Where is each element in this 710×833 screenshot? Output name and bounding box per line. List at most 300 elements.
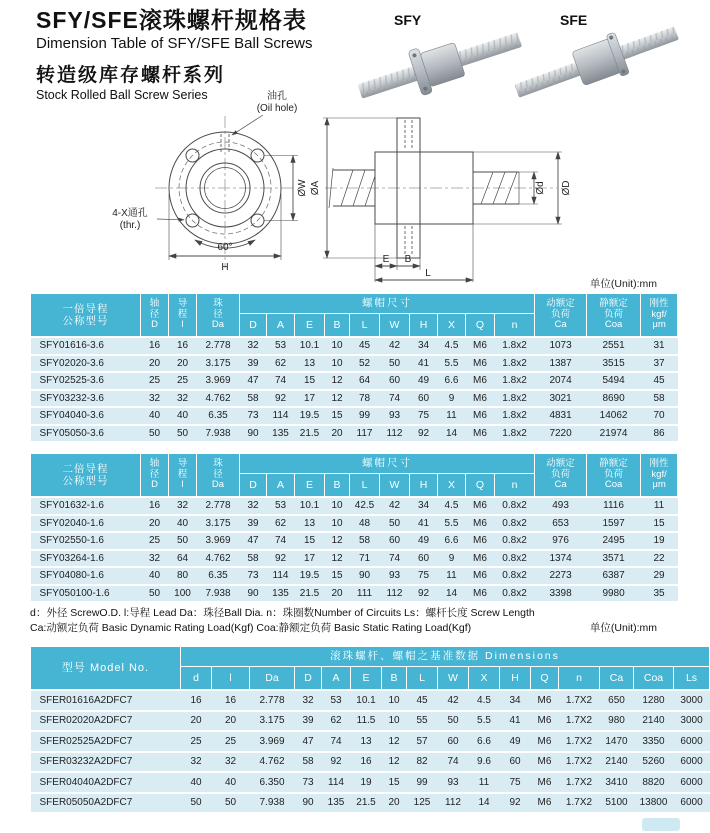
col-header-E: E <box>351 667 382 691</box>
value-cell: 100 <box>169 585 197 602</box>
value-cell: 40 <box>169 407 197 425</box>
value-cell: 1.8x2 <box>495 407 535 425</box>
value-cell: 92 <box>500 793 531 813</box>
model-cell: SFY05050-3.6 <box>31 425 141 442</box>
col-header-ball-dia: 珠 径 Da <box>197 294 240 338</box>
value-cell: M6 <box>531 752 559 773</box>
value-cell: 2495 <box>587 532 641 550</box>
value-cell: 9 <box>438 390 466 408</box>
table-row <box>31 690 710 711</box>
value-cell: M6 <box>466 567 495 585</box>
value-cell: 15 <box>295 532 325 550</box>
value-cell: M6 <box>466 585 495 602</box>
value-cell: 3000 <box>674 690 710 711</box>
col-header-n: n <box>495 314 535 338</box>
value-cell: 11 <box>469 772 500 793</box>
value-cell: 39 <box>295 711 322 732</box>
value-cell: 47 <box>295 731 322 752</box>
col-header-E: E <box>295 474 325 498</box>
value-cell: 7.938 <box>250 793 295 813</box>
value-cell: 3571 <box>587 550 641 568</box>
value-cell: 114 <box>267 567 295 585</box>
value-cell: 58 <box>641 390 678 408</box>
value-cell: 3515 <box>587 355 641 373</box>
value-cell: 16 <box>212 690 250 711</box>
value-cell: 1.7X2 <box>559 711 600 732</box>
value-cell: 50 <box>141 585 169 602</box>
page-subtitle-zh: 转造级库存螺杆系列 <box>36 65 226 87</box>
value-cell: 2551 <box>587 337 641 355</box>
value-cell: 10 <box>325 497 350 515</box>
value-cell: 11.5 <box>351 711 382 732</box>
page-title-en: Dimension Table of SFY/SFE Ball Screws <box>36 35 313 53</box>
value-cell: 52 <box>350 355 380 373</box>
table-row <box>31 731 710 752</box>
table-row <box>31 390 678 408</box>
value-cell: 10 <box>325 355 350 373</box>
value-cell: 58 <box>295 752 322 773</box>
table-row <box>31 793 710 813</box>
model-cell: SFY04080-1.6 <box>31 567 141 585</box>
value-cell: 9980 <box>587 585 641 602</box>
value-cell: 60 <box>500 752 531 773</box>
value-cell: 17 <box>295 390 325 408</box>
value-cell: 62 <box>322 711 351 732</box>
thru-hole-label-en: (thr.) <box>119 220 141 231</box>
value-cell: 11 <box>438 407 466 425</box>
dim-l-label: L <box>425 268 431 279</box>
value-cell: 2273 <box>535 567 587 585</box>
model-cell: SFY01632-1.6 <box>31 497 141 515</box>
value-cell: 62 <box>267 515 295 533</box>
value-cell: 40 <box>181 772 212 793</box>
value-cell: 41 <box>410 355 438 373</box>
value-cell: 13 <box>295 515 325 533</box>
table-row <box>31 585 678 602</box>
value-cell: 1597 <box>587 515 641 533</box>
value-cell: 74 <box>438 752 469 773</box>
value-cell: 12 <box>382 752 407 773</box>
model-cell: SFY01616-3.6 <box>31 337 141 355</box>
value-cell: 50 <box>181 793 212 813</box>
value-cell: 21.5 <box>351 793 382 813</box>
col-header-L: L <box>350 314 380 338</box>
value-cell: M6 <box>466 497 495 515</box>
col-header-l: l <box>212 667 250 691</box>
dim-a-label: ØA <box>310 180 321 196</box>
value-cell: 3410 <box>600 772 634 793</box>
value-cell: 1387 <box>535 355 587 373</box>
value-cell: 493 <box>535 497 587 515</box>
value-cell: 25 <box>181 731 212 752</box>
value-cell: 114 <box>322 772 351 793</box>
value-cell: 39 <box>240 515 267 533</box>
col-header-Ls: Ls <box>674 667 710 691</box>
value-cell: 653 <box>535 515 587 533</box>
value-cell: 10 <box>382 690 407 711</box>
value-cell: 11 <box>641 497 678 515</box>
value-cell: 13 <box>351 731 382 752</box>
value-cell: 20 <box>212 711 250 732</box>
value-cell: 1116 <box>587 497 641 515</box>
value-cell: 1.7X2 <box>559 690 600 711</box>
value-cell: 90 <box>350 567 380 585</box>
value-cell: 14 <box>438 585 466 602</box>
col-header-lead: 导 程 l <box>169 294 197 338</box>
col-header-shaft-dia: 轴 径 D <box>141 294 169 338</box>
value-cell: 49 <box>410 532 438 550</box>
value-cell: M6 <box>466 532 495 550</box>
value-cell: 2.778 <box>197 497 240 515</box>
value-cell: 4.762 <box>250 752 295 773</box>
col-header-D: D <box>240 314 267 338</box>
value-cell: 37 <box>641 355 678 373</box>
col-header-H: H <box>410 314 438 338</box>
table-body <box>31 690 710 812</box>
value-cell: 7.938 <box>197 425 240 442</box>
value-cell: 41 <box>410 515 438 533</box>
table-row <box>31 337 678 355</box>
value-cell: 58 <box>240 550 267 568</box>
value-cell: 6000 <box>674 731 710 752</box>
value-cell: 21974 <box>587 425 641 442</box>
technical-drawing <box>35 88 580 288</box>
value-cell: 78 <box>350 390 380 408</box>
value-cell: 6000 <box>674 772 710 793</box>
value-cell: 50 <box>141 425 169 442</box>
col-header-X: X <box>438 474 466 498</box>
value-cell: 10.1 <box>295 497 325 515</box>
value-cell: 20 <box>169 355 197 373</box>
page-subtitle-en: Stock Rolled Ball Screw Series <box>36 88 208 103</box>
value-cell: 1.8x2 <box>495 390 535 408</box>
value-cell: 20 <box>325 585 350 602</box>
value-cell: 45 <box>641 372 678 390</box>
value-cell: 14062 <box>587 407 641 425</box>
value-cell: 4.762 <box>197 550 240 568</box>
table-row <box>31 425 678 442</box>
col-header-d: d <box>181 667 212 691</box>
value-cell: 12 <box>325 390 350 408</box>
col-header-H: H <box>500 667 531 691</box>
value-cell: 41 <box>500 711 531 732</box>
value-cell: 48 <box>350 515 380 533</box>
table-row <box>31 550 678 568</box>
table-body <box>31 337 678 441</box>
col-header-Q: Q <box>466 474 495 498</box>
value-cell: 5260 <box>634 752 674 773</box>
value-cell: 6000 <box>674 752 710 773</box>
value-cell: 16 <box>141 337 169 355</box>
value-cell: 1470 <box>600 731 634 752</box>
value-cell: 92 <box>322 752 351 773</box>
value-cell: 34 <box>500 690 531 711</box>
col-header-static-load: 静额定 负荷 Coa <box>587 294 641 338</box>
value-cell: 25 <box>169 372 197 390</box>
value-cell: 92 <box>267 390 295 408</box>
value-cell: 55 <box>407 711 438 732</box>
table-double-lead <box>30 453 678 601</box>
value-cell: 50 <box>212 793 250 813</box>
value-cell: 32 <box>181 752 212 773</box>
col-header-X: X <box>438 314 466 338</box>
table-row <box>31 515 678 533</box>
model-cell: SFER05050A2DFC7 <box>31 793 181 813</box>
col-header-shaft-dia: 轴 径 D <box>141 454 169 498</box>
value-cell: 60 <box>380 532 410 550</box>
value-cell: 1.7X2 <box>559 752 600 773</box>
value-cell: 53 <box>267 497 295 515</box>
value-cell: 16 <box>181 690 212 711</box>
value-cell: M6 <box>531 793 559 813</box>
col-header-rigidity: 刚性 kgf/ μm <box>641 454 678 498</box>
dim-h-label: H <box>221 262 229 273</box>
value-cell: 15 <box>641 515 678 533</box>
page-corner-decoration <box>642 818 680 831</box>
value-cell: 92 <box>410 585 438 602</box>
value-cell: 5.5 <box>438 515 466 533</box>
value-cell: 53 <box>322 690 351 711</box>
value-cell: 3.175 <box>197 515 240 533</box>
thru-hole-label-zh: 4-X通孔 <box>112 208 148 219</box>
value-cell: 4.762 <box>197 390 240 408</box>
value-cell: 45 <box>407 690 438 711</box>
value-cell: 16 <box>351 752 382 773</box>
value-cell: 40 <box>141 407 169 425</box>
col-header-Coa: Coa <box>634 667 674 691</box>
value-cell: 117 <box>350 425 380 442</box>
dim-b-label: B <box>404 254 412 265</box>
value-cell: 74 <box>267 372 295 390</box>
value-cell: 650 <box>600 690 634 711</box>
value-cell: 2.778 <box>250 690 295 711</box>
value-cell: 19 <box>351 772 382 793</box>
value-cell: 3.969 <box>197 372 240 390</box>
value-cell: 3.969 <box>197 532 240 550</box>
table-single-lead <box>30 293 678 441</box>
value-cell: 73 <box>295 772 322 793</box>
value-cell: 20 <box>141 355 169 373</box>
value-cell: 20 <box>181 711 212 732</box>
value-cell: 74 <box>322 731 351 752</box>
table-body <box>31 497 678 601</box>
value-cell: 40 <box>169 515 197 533</box>
value-cell: 73 <box>240 567 267 585</box>
value-cell: 1073 <box>535 337 587 355</box>
product-label-sfy: SFY <box>394 12 422 28</box>
value-cell: 40 <box>141 567 169 585</box>
value-cell: 5.5 <box>438 355 466 373</box>
value-cell: 11 <box>438 567 466 585</box>
value-cell: 32 <box>240 337 267 355</box>
value-cell: 22 <box>641 550 678 568</box>
value-cell: 45 <box>350 337 380 355</box>
value-cell: 10 <box>325 337 350 355</box>
value-cell: 13800 <box>634 793 674 813</box>
value-cell: 64 <box>169 550 197 568</box>
col-header-B: B <box>325 474 350 498</box>
value-cell: 0.8x2 <box>495 550 535 568</box>
col-header-lead: 导 程 l <box>169 454 197 498</box>
value-cell: 6.35 <box>197 567 240 585</box>
value-cell: 34 <box>410 337 438 355</box>
value-cell: 62 <box>267 355 295 373</box>
model-cell: SFY050100-1.6 <box>31 585 141 602</box>
value-cell: 20 <box>325 425 350 442</box>
value-cell: 60 <box>438 731 469 752</box>
value-cell: 35 <box>641 585 678 602</box>
value-cell: 1374 <box>535 550 587 568</box>
col-header-static-load: 静额定 负荷 Coa <box>587 454 641 498</box>
model-cell: SFY03232-3.6 <box>31 390 141 408</box>
value-cell: 1.8x2 <box>495 425 535 442</box>
value-cell: M6 <box>466 355 495 373</box>
footnotes <box>30 606 657 636</box>
model-cell: SFY02040-1.6 <box>31 515 141 533</box>
value-cell: 40 <box>212 772 250 793</box>
value-cell: 64 <box>350 372 380 390</box>
value-cell: 42 <box>380 497 410 515</box>
value-cell: 6.6 <box>469 731 500 752</box>
value-cell: 47 <box>240 532 267 550</box>
value-cell: M6 <box>466 425 495 442</box>
value-cell: 19.5 <box>295 567 325 585</box>
table-row <box>31 355 678 373</box>
value-cell: 71 <box>350 550 380 568</box>
col-header-E: E <box>295 314 325 338</box>
value-cell: 50 <box>169 532 197 550</box>
value-cell: 976 <box>535 532 587 550</box>
value-cell: 6.35 <box>197 407 240 425</box>
col-group-nut-dimensions: 螺帽尺寸 <box>240 294 535 314</box>
value-cell: 47 <box>240 372 267 390</box>
value-cell: 49 <box>500 731 531 752</box>
col-header-W: W <box>438 667 469 691</box>
value-cell: 39 <box>240 355 267 373</box>
col-header-dynamic-load: 动额定 负荷 Ca <box>535 454 587 498</box>
value-cell: 114 <box>267 407 295 425</box>
model-cell: SFER01616A2DFC7 <box>31 690 181 711</box>
value-cell: 112 <box>380 585 410 602</box>
model-cell: SFY02525-3.6 <box>31 372 141 390</box>
value-cell: 3021 <box>535 390 587 408</box>
value-cell: M6 <box>466 372 495 390</box>
value-cell: 0.8x2 <box>495 497 535 515</box>
value-cell: 9 <box>438 550 466 568</box>
dim-d-small-label: Ød <box>535 181 546 195</box>
value-cell: 73 <box>240 407 267 425</box>
table-row <box>31 497 678 515</box>
model-cell: SFER03232A2DFC7 <box>31 752 181 773</box>
unit-label-top: 单位(Unit):mm <box>589 278 657 290</box>
table-row <box>31 407 678 425</box>
table-row <box>31 772 710 793</box>
value-cell: 50 <box>380 515 410 533</box>
value-cell: 42 <box>438 690 469 711</box>
value-cell: 34 <box>410 497 438 515</box>
value-cell: M6 <box>466 550 495 568</box>
model-cell: SFER04040A2DFC7 <box>31 772 181 793</box>
value-cell: 3350 <box>634 731 674 752</box>
value-cell: 4.5 <box>438 337 466 355</box>
col-header-B: B <box>325 314 350 338</box>
value-cell: 74 <box>380 390 410 408</box>
value-cell: 42 <box>380 337 410 355</box>
value-cell: 10.1 <box>295 337 325 355</box>
col-header-A: A <box>322 667 351 691</box>
value-cell: 93 <box>438 772 469 793</box>
value-cell: 6387 <box>587 567 641 585</box>
value-cell: 60 <box>410 550 438 568</box>
col-header-Q: Q <box>466 314 495 338</box>
value-cell: M6 <box>531 731 559 752</box>
col-header-n: n <box>495 474 535 498</box>
value-cell: 90 <box>240 585 267 602</box>
value-cell: 9.6 <box>469 752 500 773</box>
value-cell: 1.7X2 <box>559 793 600 813</box>
value-cell: 21.5 <box>295 425 325 442</box>
value-cell: 58 <box>240 390 267 408</box>
oil-hole-label-zh: 油孔 <box>267 91 287 102</box>
model-cell: SFY02550-1.6 <box>31 532 141 550</box>
value-cell: 25 <box>141 532 169 550</box>
value-cell: 20 <box>382 793 407 813</box>
value-cell: 3000 <box>674 711 710 732</box>
value-cell: 12 <box>325 550 350 568</box>
value-cell: 75 <box>410 407 438 425</box>
value-cell: 112 <box>380 425 410 442</box>
value-cell: 135 <box>267 425 295 442</box>
col-header-n: n <box>559 667 600 691</box>
value-cell: 17 <box>295 550 325 568</box>
value-cell: 2140 <box>600 752 634 773</box>
value-cell: 6000 <box>674 793 710 813</box>
value-cell: 86 <box>641 425 678 442</box>
col-header-rigidity: 刚性 kgf/ μm <box>641 294 678 338</box>
value-cell: 19.5 <box>295 407 325 425</box>
value-cell: 5100 <box>600 793 634 813</box>
value-cell: 1.8x2 <box>495 372 535 390</box>
value-cell: 1.8x2 <box>495 337 535 355</box>
value-cell: 135 <box>322 793 351 813</box>
value-cell: 3.969 <box>250 731 295 752</box>
value-cell: 75 <box>500 772 531 793</box>
value-cell: 12 <box>325 532 350 550</box>
value-cell: 32 <box>169 390 197 408</box>
value-cell: 15 <box>325 567 350 585</box>
value-cell: 57 <box>407 731 438 752</box>
value-cell: 70 <box>641 407 678 425</box>
value-cell: 58 <box>350 532 380 550</box>
value-cell: 0.8x2 <box>495 585 535 602</box>
value-cell: 2074 <box>535 372 587 390</box>
model-cell: SFER02020A2DFC7 <box>31 711 181 732</box>
value-cell: M6 <box>531 711 559 732</box>
value-cell: 49 <box>410 372 438 390</box>
model-cell: SFER02525A2DFC7 <box>31 731 181 752</box>
value-cell: 32 <box>295 690 322 711</box>
value-cell: 13 <box>295 355 325 373</box>
value-cell: 3.175 <box>250 711 295 732</box>
value-cell: 20 <box>141 515 169 533</box>
value-cell: 1.8x2 <box>495 355 535 373</box>
col-header-D: D <box>240 474 267 498</box>
value-cell: 0.8x2 <box>495 567 535 585</box>
value-cell: 6.350 <box>250 772 295 793</box>
col-group-nut-dimensions: 螺帽尺寸 <box>240 454 535 474</box>
col-header-A: A <box>267 314 295 338</box>
value-cell: 4831 <box>535 407 587 425</box>
